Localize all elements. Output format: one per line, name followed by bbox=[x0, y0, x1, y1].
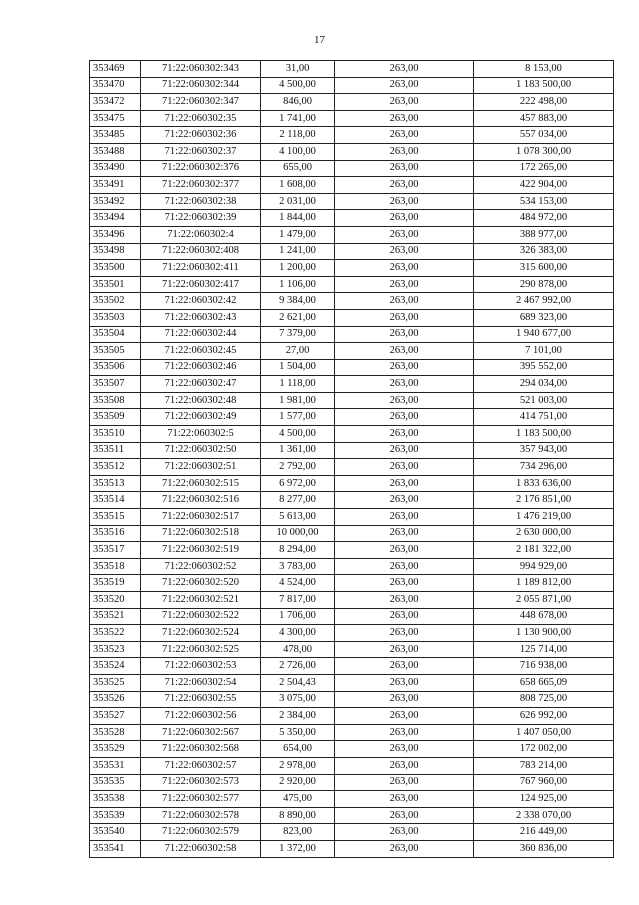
cadastral-number-cell: 71:22:060302:408 bbox=[141, 243, 261, 260]
record-id-cell: 353523 bbox=[90, 641, 141, 658]
record-id-cell: 353507 bbox=[90, 376, 141, 393]
table-row bbox=[90, 575, 614, 592]
table-row bbox=[90, 442, 614, 459]
record-id-cell: 353541 bbox=[90, 840, 141, 857]
area-cell: 1 608,00 bbox=[261, 177, 335, 194]
cadastral-number-cell: 71:22:060302:50 bbox=[141, 442, 261, 459]
value-cell: 2 176 851,00 bbox=[474, 492, 614, 509]
rate-cell: 263,00 bbox=[335, 326, 474, 343]
value-cell: 1 940 677,00 bbox=[474, 326, 614, 343]
rate-cell: 263,00 bbox=[335, 492, 474, 509]
value-cell: 2 055 871,00 bbox=[474, 592, 614, 609]
record-id-cell: 353535 bbox=[90, 774, 141, 791]
area-cell: 1 577,00 bbox=[261, 409, 335, 426]
table-row bbox=[90, 757, 614, 774]
record-id-cell: 353506 bbox=[90, 359, 141, 376]
rate-cell: 263,00 bbox=[335, 757, 474, 774]
value-cell: 994 929,00 bbox=[474, 558, 614, 575]
table-row bbox=[90, 243, 614, 260]
record-id-cell: 353529 bbox=[90, 741, 141, 758]
cadastral-number-cell: 71:22:060302:44 bbox=[141, 326, 261, 343]
area-cell: 5 350,00 bbox=[261, 724, 335, 741]
table-row bbox=[90, 143, 614, 160]
table-row bbox=[90, 309, 614, 326]
rate-cell: 263,00 bbox=[335, 293, 474, 310]
area-cell: 7 817,00 bbox=[261, 592, 335, 609]
record-id-cell: 353504 bbox=[90, 326, 141, 343]
value-cell: 808 725,00 bbox=[474, 691, 614, 708]
area-cell: 8 277,00 bbox=[261, 492, 335, 509]
table-row bbox=[90, 558, 614, 575]
value-cell: 2 630 000,00 bbox=[474, 525, 614, 542]
rate-cell: 263,00 bbox=[335, 226, 474, 243]
cadastral-number-cell: 71:22:060302:57 bbox=[141, 757, 261, 774]
value-cell: 172 265,00 bbox=[474, 160, 614, 177]
area-cell: 4 100,00 bbox=[261, 143, 335, 160]
table-row bbox=[90, 392, 614, 409]
table-row bbox=[90, 210, 614, 227]
rate-cell: 263,00 bbox=[335, 691, 474, 708]
cadastral-number-cell: 71:22:060302:344 bbox=[141, 77, 261, 94]
rate-cell: 263,00 bbox=[335, 509, 474, 526]
record-id-cell: 353490 bbox=[90, 160, 141, 177]
area-cell: 10 000,00 bbox=[261, 525, 335, 542]
value-cell: 2 467 992,00 bbox=[474, 293, 614, 310]
value-cell: 414 751,00 bbox=[474, 409, 614, 426]
page-number: 17 bbox=[314, 34, 325, 46]
cadastral-number-cell: 71:22:060302:53 bbox=[141, 658, 261, 675]
table-row bbox=[90, 592, 614, 609]
rate-cell: 263,00 bbox=[335, 94, 474, 111]
cadastral-number-cell: 71:22:060302:417 bbox=[141, 276, 261, 293]
land-registry-table bbox=[89, 60, 614, 858]
table-row bbox=[90, 774, 614, 791]
area-cell: 1 844,00 bbox=[261, 210, 335, 227]
cadastral-number-cell: 71:22:060302:525 bbox=[141, 641, 261, 658]
rate-cell: 263,00 bbox=[335, 807, 474, 824]
rate-cell: 263,00 bbox=[335, 459, 474, 476]
area-cell: 2 621,00 bbox=[261, 309, 335, 326]
rate-cell: 263,00 bbox=[335, 840, 474, 857]
table-row bbox=[90, 824, 614, 841]
record-id-cell: 353492 bbox=[90, 193, 141, 210]
registry-table-body bbox=[90, 61, 614, 858]
cadastral-number-cell: 71:22:060302:43 bbox=[141, 309, 261, 326]
cadastral-number-cell: 71:22:060302:4 bbox=[141, 226, 261, 243]
record-id-cell: 353539 bbox=[90, 807, 141, 824]
table-row bbox=[90, 708, 614, 725]
record-id-cell: 353538 bbox=[90, 791, 141, 808]
record-id-cell: 353475 bbox=[90, 110, 141, 127]
value-cell: 658 665,09 bbox=[474, 674, 614, 691]
value-cell: 294 034,00 bbox=[474, 376, 614, 393]
area-cell: 1 479,00 bbox=[261, 226, 335, 243]
value-cell: 360 836,00 bbox=[474, 840, 614, 857]
record-id-cell: 353488 bbox=[90, 143, 141, 160]
value-cell: 1 078 300,00 bbox=[474, 143, 614, 160]
cadastral-number-cell: 71:22:060302:568 bbox=[141, 741, 261, 758]
rate-cell: 263,00 bbox=[335, 143, 474, 160]
table-row bbox=[90, 193, 614, 210]
rate-cell: 263,00 bbox=[335, 160, 474, 177]
cadastral-number-cell: 71:22:060302:35 bbox=[141, 110, 261, 127]
area-cell: 1 504,00 bbox=[261, 359, 335, 376]
cadastral-number-cell: 71:22:060302:49 bbox=[141, 409, 261, 426]
table-row bbox=[90, 94, 614, 111]
table-row bbox=[90, 791, 614, 808]
area-cell: 2 504,43 bbox=[261, 674, 335, 691]
area-cell: 27,00 bbox=[261, 343, 335, 360]
rate-cell: 263,00 bbox=[335, 77, 474, 94]
rate-cell: 263,00 bbox=[335, 558, 474, 575]
value-cell: 124 925,00 bbox=[474, 791, 614, 808]
value-cell: 448 678,00 bbox=[474, 608, 614, 625]
record-id-cell: 353522 bbox=[90, 625, 141, 642]
value-cell: 767 960,00 bbox=[474, 774, 614, 791]
rate-cell: 263,00 bbox=[335, 542, 474, 559]
table-row bbox=[90, 61, 614, 78]
value-cell: 7 101,00 bbox=[474, 343, 614, 360]
rate-cell: 263,00 bbox=[335, 442, 474, 459]
record-id-cell: 353502 bbox=[90, 293, 141, 310]
rate-cell: 263,00 bbox=[335, 243, 474, 260]
record-id-cell: 353540 bbox=[90, 824, 141, 841]
value-cell: 734 296,00 bbox=[474, 459, 614, 476]
cadastral-number-cell: 71:22:060302:42 bbox=[141, 293, 261, 310]
area-cell: 2 384,00 bbox=[261, 708, 335, 725]
rate-cell: 263,00 bbox=[335, 475, 474, 492]
area-cell: 1 372,00 bbox=[261, 840, 335, 857]
value-cell: 1 183 500,00 bbox=[474, 77, 614, 94]
cadastral-number-cell: 71:22:060302:577 bbox=[141, 791, 261, 808]
cadastral-number-cell: 71:22:060302:520 bbox=[141, 575, 261, 592]
rate-cell: 263,00 bbox=[335, 741, 474, 758]
record-id-cell: 353516 bbox=[90, 525, 141, 542]
rate-cell: 263,00 bbox=[335, 658, 474, 675]
rate-cell: 263,00 bbox=[335, 343, 474, 360]
rate-cell: 263,00 bbox=[335, 525, 474, 542]
table-row bbox=[90, 127, 614, 144]
table-row bbox=[90, 658, 614, 675]
cadastral-number-cell: 71:22:060302:578 bbox=[141, 807, 261, 824]
table-row bbox=[90, 160, 614, 177]
record-id-cell: 353515 bbox=[90, 509, 141, 526]
record-id-cell: 353514 bbox=[90, 492, 141, 509]
cadastral-number-cell: 71:22:060302:56 bbox=[141, 708, 261, 725]
rate-cell: 263,00 bbox=[335, 575, 474, 592]
rate-cell: 263,00 bbox=[335, 608, 474, 625]
rate-cell: 263,00 bbox=[335, 210, 474, 227]
rate-cell: 263,00 bbox=[335, 708, 474, 725]
area-cell: 2 726,00 bbox=[261, 658, 335, 675]
area-cell: 3 783,00 bbox=[261, 558, 335, 575]
record-id-cell: 353524 bbox=[90, 658, 141, 675]
value-cell: 457 883,00 bbox=[474, 110, 614, 127]
cadastral-number-cell: 71:22:060302:377 bbox=[141, 177, 261, 194]
record-id-cell: 353472 bbox=[90, 94, 141, 111]
cadastral-number-cell: 71:22:060302:48 bbox=[141, 392, 261, 409]
value-cell: 2 181 322,00 bbox=[474, 542, 614, 559]
table-row bbox=[90, 376, 614, 393]
area-cell: 654,00 bbox=[261, 741, 335, 758]
record-id-cell: 353518 bbox=[90, 558, 141, 575]
area-cell: 4 524,00 bbox=[261, 575, 335, 592]
value-cell: 716 938,00 bbox=[474, 658, 614, 675]
area-cell: 2 792,00 bbox=[261, 459, 335, 476]
table-row bbox=[90, 409, 614, 426]
record-id-cell: 353470 bbox=[90, 77, 141, 94]
record-id-cell: 353531 bbox=[90, 757, 141, 774]
table-row bbox=[90, 807, 614, 824]
value-cell: 521 003,00 bbox=[474, 392, 614, 409]
area-cell: 1 106,00 bbox=[261, 276, 335, 293]
rate-cell: 263,00 bbox=[335, 309, 474, 326]
cadastral-number-cell: 71:22:060302:573 bbox=[141, 774, 261, 791]
value-cell: 326 383,00 bbox=[474, 243, 614, 260]
record-id-cell: 353501 bbox=[90, 276, 141, 293]
table-row bbox=[90, 840, 614, 857]
record-id-cell: 353510 bbox=[90, 426, 141, 443]
table-row bbox=[90, 226, 614, 243]
record-id-cell: 353512 bbox=[90, 459, 141, 476]
cadastral-number-cell: 71:22:060302:38 bbox=[141, 193, 261, 210]
record-id-cell: 353498 bbox=[90, 243, 141, 260]
area-cell: 2 118,00 bbox=[261, 127, 335, 144]
record-id-cell: 353528 bbox=[90, 724, 141, 741]
area-cell: 2 920,00 bbox=[261, 774, 335, 791]
cadastral-number-cell: 71:22:060302:46 bbox=[141, 359, 261, 376]
record-id-cell: 353491 bbox=[90, 177, 141, 194]
value-cell: 222 498,00 bbox=[474, 94, 614, 111]
table-row bbox=[90, 260, 614, 277]
value-cell: 484 972,00 bbox=[474, 210, 614, 227]
cadastral-number-cell: 71:22:060302:567 bbox=[141, 724, 261, 741]
value-cell: 125 714,00 bbox=[474, 641, 614, 658]
area-cell: 8 294,00 bbox=[261, 542, 335, 559]
cadastral-number-cell: 71:22:060302:579 bbox=[141, 824, 261, 841]
area-cell: 823,00 bbox=[261, 824, 335, 841]
value-cell: 1 407 050,00 bbox=[474, 724, 614, 741]
area-cell: 478,00 bbox=[261, 641, 335, 658]
area-cell: 846,00 bbox=[261, 94, 335, 111]
area-cell: 1 241,00 bbox=[261, 243, 335, 260]
rate-cell: 263,00 bbox=[335, 426, 474, 443]
rate-cell: 263,00 bbox=[335, 824, 474, 841]
area-cell: 475,00 bbox=[261, 791, 335, 808]
value-cell: 8 153,00 bbox=[474, 61, 614, 78]
area-cell: 1 741,00 bbox=[261, 110, 335, 127]
rate-cell: 263,00 bbox=[335, 791, 474, 808]
value-cell: 783 214,00 bbox=[474, 757, 614, 774]
cadastral-number-cell: 71:22:060302:524 bbox=[141, 625, 261, 642]
rate-cell: 263,00 bbox=[335, 359, 474, 376]
area-cell: 31,00 bbox=[261, 61, 335, 78]
record-id-cell: 353509 bbox=[90, 409, 141, 426]
value-cell: 395 552,00 bbox=[474, 359, 614, 376]
area-cell: 655,00 bbox=[261, 160, 335, 177]
cadastral-number-cell: 71:22:060302:518 bbox=[141, 525, 261, 542]
table-row bbox=[90, 475, 614, 492]
rate-cell: 263,00 bbox=[335, 376, 474, 393]
rate-cell: 263,00 bbox=[335, 724, 474, 741]
record-id-cell: 353496 bbox=[90, 226, 141, 243]
table-row bbox=[90, 691, 614, 708]
cadastral-number-cell: 71:22:060302:516 bbox=[141, 492, 261, 509]
area-cell: 2 978,00 bbox=[261, 757, 335, 774]
cadastral-number-cell: 71:22:060302:343 bbox=[141, 61, 261, 78]
record-id-cell: 353527 bbox=[90, 708, 141, 725]
table-row bbox=[90, 359, 614, 376]
rate-cell: 263,00 bbox=[335, 177, 474, 194]
table-row bbox=[90, 542, 614, 559]
table-row bbox=[90, 492, 614, 509]
value-cell: 1 183 500,00 bbox=[474, 426, 614, 443]
value-cell: 689 323,00 bbox=[474, 309, 614, 326]
record-id-cell: 353494 bbox=[90, 210, 141, 227]
area-cell: 1 200,00 bbox=[261, 260, 335, 277]
rate-cell: 263,00 bbox=[335, 674, 474, 691]
cadastral-number-cell: 71:22:060302:5 bbox=[141, 426, 261, 443]
record-id-cell: 353513 bbox=[90, 475, 141, 492]
cadastral-number-cell: 71:22:060302:411 bbox=[141, 260, 261, 277]
table-row bbox=[90, 724, 614, 741]
rate-cell: 263,00 bbox=[335, 193, 474, 210]
area-cell: 1 118,00 bbox=[261, 376, 335, 393]
area-cell: 4 500,00 bbox=[261, 426, 335, 443]
area-cell: 2 031,00 bbox=[261, 193, 335, 210]
table-row bbox=[90, 77, 614, 94]
cadastral-number-cell: 71:22:060302:376 bbox=[141, 160, 261, 177]
table-row bbox=[90, 674, 614, 691]
record-id-cell: 353505 bbox=[90, 343, 141, 360]
value-cell: 216 449,00 bbox=[474, 824, 614, 841]
cadastral-number-cell: 71:22:060302:36 bbox=[141, 127, 261, 144]
cadastral-number-cell: 71:22:060302:55 bbox=[141, 691, 261, 708]
value-cell: 357 943,00 bbox=[474, 442, 614, 459]
table-row bbox=[90, 326, 614, 343]
area-cell: 7 379,00 bbox=[261, 326, 335, 343]
area-cell: 3 075,00 bbox=[261, 691, 335, 708]
cadastral-number-cell: 71:22:060302:37 bbox=[141, 143, 261, 160]
value-cell: 388 977,00 bbox=[474, 226, 614, 243]
area-cell: 1 706,00 bbox=[261, 608, 335, 625]
area-cell: 9 384,00 bbox=[261, 293, 335, 310]
record-id-cell: 353511 bbox=[90, 442, 141, 459]
table-row bbox=[90, 459, 614, 476]
table-row bbox=[90, 177, 614, 194]
record-id-cell: 353525 bbox=[90, 674, 141, 691]
rate-cell: 263,00 bbox=[335, 276, 474, 293]
table-row bbox=[90, 110, 614, 127]
record-id-cell: 353520 bbox=[90, 592, 141, 609]
record-id-cell: 353469 bbox=[90, 61, 141, 78]
record-id-cell: 353517 bbox=[90, 542, 141, 559]
table-row bbox=[90, 509, 614, 526]
area-cell: 8 890,00 bbox=[261, 807, 335, 824]
area-cell: 1 981,00 bbox=[261, 392, 335, 409]
area-cell: 4 300,00 bbox=[261, 625, 335, 642]
table-row bbox=[90, 641, 614, 658]
value-cell: 1 189 812,00 bbox=[474, 575, 614, 592]
value-cell: 422 904,00 bbox=[474, 177, 614, 194]
table-row bbox=[90, 741, 614, 758]
record-id-cell: 353485 bbox=[90, 127, 141, 144]
value-cell: 172 002,00 bbox=[474, 741, 614, 758]
value-cell: 1 833 636,00 bbox=[474, 475, 614, 492]
table-row bbox=[90, 343, 614, 360]
cadastral-number-cell: 71:22:060302:522 bbox=[141, 608, 261, 625]
table-row bbox=[90, 293, 614, 310]
cadastral-number-cell: 71:22:060302:517 bbox=[141, 509, 261, 526]
value-cell: 1 130 900,00 bbox=[474, 625, 614, 642]
record-id-cell: 353500 bbox=[90, 260, 141, 277]
table-row bbox=[90, 625, 614, 642]
cadastral-number-cell: 71:22:060302:347 bbox=[141, 94, 261, 111]
cadastral-number-cell: 71:22:060302:39 bbox=[141, 210, 261, 227]
area-cell: 4 500,00 bbox=[261, 77, 335, 94]
cadastral-number-cell: 71:22:060302:521 bbox=[141, 592, 261, 609]
area-cell: 1 361,00 bbox=[261, 442, 335, 459]
table-row bbox=[90, 426, 614, 443]
cadastral-number-cell: 71:22:060302:515 bbox=[141, 475, 261, 492]
cadastral-number-cell: 71:22:060302:45 bbox=[141, 343, 261, 360]
cadastral-number-cell: 71:22:060302:47 bbox=[141, 376, 261, 393]
cadastral-number-cell: 71:22:060302:519 bbox=[141, 542, 261, 559]
record-id-cell: 353519 bbox=[90, 575, 141, 592]
record-id-cell: 353508 bbox=[90, 392, 141, 409]
value-cell: 557 034,00 bbox=[474, 127, 614, 144]
value-cell: 315 600,00 bbox=[474, 260, 614, 277]
value-cell: 1 476 219,00 bbox=[474, 509, 614, 526]
record-id-cell: 353521 bbox=[90, 608, 141, 625]
rate-cell: 263,00 bbox=[335, 392, 474, 409]
rate-cell: 263,00 bbox=[335, 409, 474, 426]
cadastral-number-cell: 71:22:060302:58 bbox=[141, 840, 261, 857]
value-cell: 2 338 070,00 bbox=[474, 807, 614, 824]
cadastral-number-cell: 71:22:060302:52 bbox=[141, 558, 261, 575]
value-cell: 534 153,00 bbox=[474, 193, 614, 210]
value-cell: 626 992,00 bbox=[474, 708, 614, 725]
table-row bbox=[90, 525, 614, 542]
rate-cell: 263,00 bbox=[335, 625, 474, 642]
table-row bbox=[90, 608, 614, 625]
area-cell: 6 972,00 bbox=[261, 475, 335, 492]
rate-cell: 263,00 bbox=[335, 260, 474, 277]
record-id-cell: 353503 bbox=[90, 309, 141, 326]
rate-cell: 263,00 bbox=[335, 592, 474, 609]
table-row bbox=[90, 276, 614, 293]
rate-cell: 263,00 bbox=[335, 110, 474, 127]
area-cell: 5 613,00 bbox=[261, 509, 335, 526]
cadastral-number-cell: 71:22:060302:51 bbox=[141, 459, 261, 476]
rate-cell: 263,00 bbox=[335, 774, 474, 791]
cadastral-number-cell: 71:22:060302:54 bbox=[141, 674, 261, 691]
rate-cell: 263,00 bbox=[335, 641, 474, 658]
record-id-cell: 353526 bbox=[90, 691, 141, 708]
rate-cell: 263,00 bbox=[335, 127, 474, 144]
value-cell: 290 878,00 bbox=[474, 276, 614, 293]
rate-cell: 263,00 bbox=[335, 61, 474, 78]
